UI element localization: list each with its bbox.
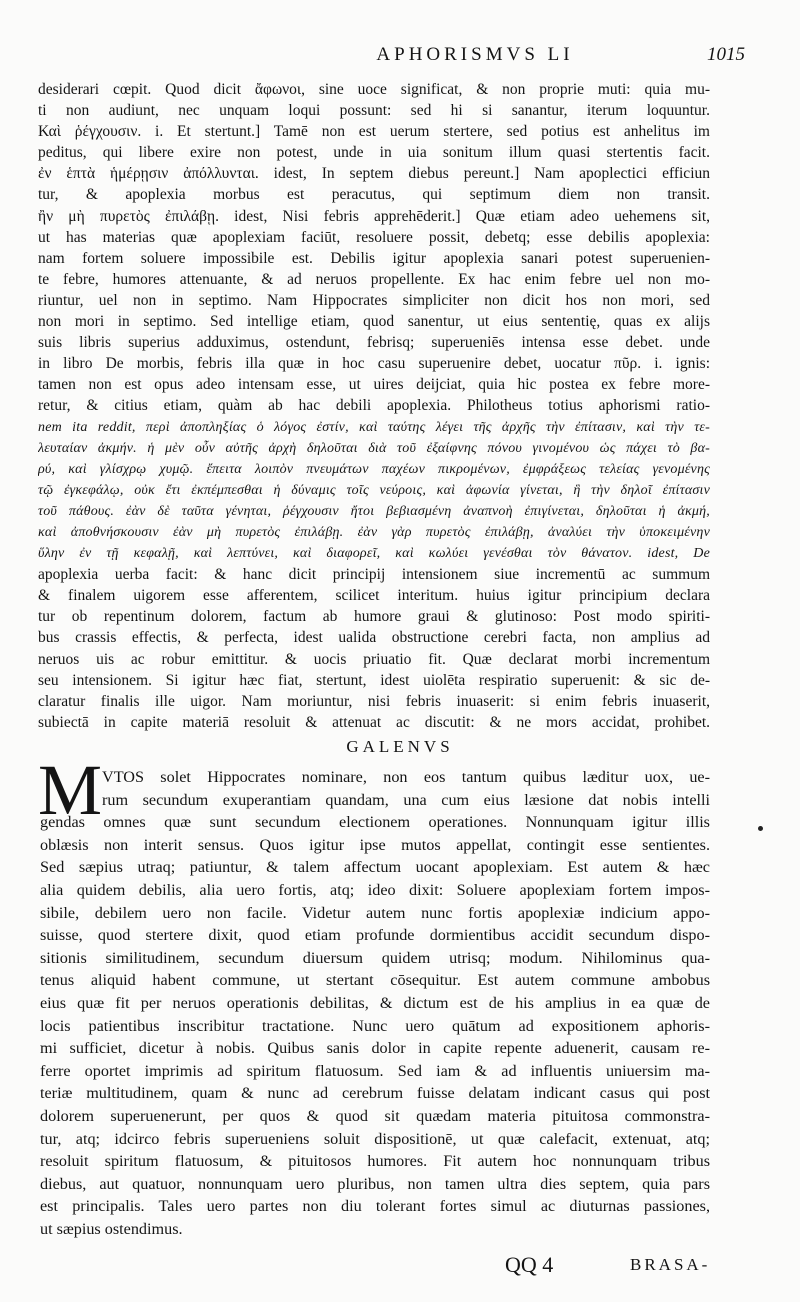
greek-line: τοῦ πάθους. ἐὰν δὲ ταῦτα γένηται, ῥέγχουσιν ἤτοι βεβιασμένη ἀναπνοὴ ἐπιγίνεται, δηλοῦται ἡ ἀκμή, (38, 503, 710, 519)
text-line: mi sufficiet, dicetur à nobis. Quibus sanis dolor in capite repente aduenerit, causam re- (40, 1039, 710, 1058)
text-line: in libro De morbis, febris illa quæ in hoc casu superuenire debet, uocatur πῦρ. i. ignis: (38, 355, 710, 373)
text-line: apoplexia uerba facit: & hanc dicit principij intensionem siue incrementū ac summum (38, 566, 710, 584)
text-line: bus crassis effectis, & perfecta, idest ualida obstructione cerebri facta, non amplius ad (38, 629, 710, 647)
text-line: sitionis similitudinem, secundum diuersum quidem utrisq; modum. Nihilominus qua- (40, 948, 710, 967)
page-header (0, 44, 800, 68)
text-line: seu intensionem. Si igitur hæc fiat, stertunt, idest uiolēta respiratio superuenit: & sic de- (38, 671, 710, 689)
text-line: te febre, humores attenuante, & ad neruos propellente. Ex hac enim febre uel non mo- (38, 270, 710, 288)
text-line: ἐν ἑπτὰ ἡμέρῃσιν ἀπόλλυνται. idest, In septem diebus pereunt.] Nam apoplectici efficiun (38, 165, 710, 183)
text-line: dolorem superuenerunt, per quos & quod sit quædam materia pituitosa commonstra- (40, 1106, 710, 1125)
greek-line: λευταίαν ἀκμήν. ἡ μὲν οὖν αὐτῆς ἀρχὴ δηλοῦται διὰ τοῦ ἐξαίφνης πόνου γινομένου ὡς πάχει τὸ βα- (38, 440, 710, 456)
text-line: ut sæpius ostendimus. (40, 1219, 183, 1238)
text-line: Καὶ ῥέγχουσιν. i. Et stertunt.] Tamē non est uerum stertere, sed potius est anhelitus im (38, 123, 710, 141)
text-line: sibile, debilem uero non facile. Videtur autem nunc fortis apoplexiæ indicium appo- (40, 903, 710, 922)
text-line: est principalis. Tales uero partes non diu tolerant fortes simul ac diuturnas passiones, (40, 1197, 710, 1216)
text-line: nam fortem soluere impossibile est. Debilis igitur apoplexia sanari potest superuenien- (38, 249, 710, 267)
greek-line: τῷ ἐγκεφάλῳ, οὐκ ἔτι ἐκπέμπεσθαι ἡ δύναμις τοῖς νεύροις, καὶ ἀφωνία γίνεται, ἣ τὴν δηλοῖ ἐπίτασιν (38, 482, 710, 498)
text-line: alia quidem debilis, alia uero fortis, atq; ideo dixit: Soluere apoplexiam fortem impos- (40, 880, 710, 899)
page-number: 1015 (707, 44, 745, 65)
text-line: neruos uis ac robur emittitur. & uocis priuatio fit. Quæ declarat morbi incrementum (38, 650, 710, 668)
signature-mark: QQ 4 (505, 1252, 554, 1277)
text-line: ferre oportet imprimis ad spiritum flatuosum. Sed iam & ad influentis uniuersim ma- (40, 1061, 710, 1080)
text-line: teriæ multitudinem, quam & nunc ad cerebrum fuisse delatam indicant casus qui post (40, 1084, 710, 1103)
drop-cap: M (38, 750, 103, 830)
greek-line: nem ita reddit, περὶ ἀποπληξίας ὁ λόγος ἐστίν, καὶ ταύτης λέγει τῆς ἀρχῆς τὴν ἐπίτασιν, καὶ τὴν τε- (38, 419, 710, 435)
text-line: tur, atq; idcirco febris superueniens soluit dispositionē, ut quæ calefacit, extenuat, atq; (40, 1129, 710, 1148)
running-title: APHORISMVS LI (376, 44, 574, 65)
text-line: retur, & citius etiam, quàm ab hac debili apoplexia. Philotheus totius aphorismi ratio- (38, 397, 710, 415)
text-line: ti non audiunt, nec unquam loqui possunt: sed hi si sanantur, iterum loquuntur. (38, 102, 710, 120)
text-line: tur, & apoplexia morbus est peracutus, qui septimum diem non transit. (38, 186, 710, 204)
text-line: ut has materias quæ apoplexiam faciūt, resoluere possit, debetq; esse debilis apoplexia: (38, 228, 710, 246)
text-line: tur ob repentinum dolorem, factum ab humore graui & glutinoso: Post modo spiriti- (38, 608, 710, 626)
text-line: non mori in septimo. Sed intellige etiam, quod sanentur, ut eius sententię, quas ex alijs (38, 313, 710, 331)
text-line: riuntur, uel non in septimo. Nam Hippocrates simpliciter non dicit hos non mori, sed (38, 291, 710, 309)
galen-text (40, 766, 710, 1240)
text-line: & finalem uigorem esse afferentem, scilicet interitum. huius igitur principium declara (38, 587, 710, 605)
text-line: eius quæ fit per neruos operationis debilitas, & dictum est de his amplius in ea quæ de (40, 993, 710, 1012)
text-line: diebus, aut quatuor, nonnunquam uero pluribus, non tamen ultra dies septem, quia pars (40, 1174, 710, 1193)
text-line: resoluit spiritum flatuosum, & pituitosos humores. Fit autem hoc nonnunquam tribus (40, 1152, 710, 1171)
greek-line: ὕλην ἐν τῇ κεφαλῇ, καὶ λεπτύνει, καὶ διαφορεῖ, καὶ κωλύει γενέσθαι τὸν θάνατον. idest, De (38, 546, 710, 562)
text-line: gendas omnes quæ sunt secundum electionem operationes. Nonnunquam igitur illis (40, 813, 710, 832)
text-line: suisse, quod stertere dixit, quod etiam profunde dormientibus accidit secundum dispo- (40, 926, 710, 945)
text-line: oblæsis non interit sensus. Quos igitur ipse mutos appellat, contingit esse sentientes. (40, 835, 710, 854)
text-line: rum secundum exuperantiam quandam, una cum eius læsione dat nobis intelli (102, 790, 710, 809)
text-line: Sed sæpius utraq; patiuntur, & talem affectum uocant apoplexiam. Est autem & hæc (40, 858, 710, 877)
text-line: desiderari cœpit. Quod dicit ἄφωνοι, sine uoce significat, & non proprie muti: quia mu- (38, 81, 710, 98)
text-line: tenus aliquid habent commune, ut stertant cōsequitur. Est autem commune ambobus (40, 971, 710, 990)
text-line: peditus, qui libere exire non potest, unde in uia sonitum illum quasi stertentis facit. (38, 144, 710, 162)
section-heading: GALENVS (346, 737, 454, 756)
text-line: tamen non est opus adeo intensam esse, ut uires deijciat, quia hic postea ex febre more- (38, 376, 710, 394)
text-line: locis patientibus inscribitur tractatione. Nunc uero quātum ad expositionem aphoris- (40, 1016, 710, 1035)
text-line: suis libris superius adduximus, ostendunt, febrisq; superueniēs intensa esse debet. unde (38, 334, 710, 352)
page-footer (0, 1252, 800, 1278)
text-line: ἢν μὴ πυρετὸς ἐπιλάβῃ. idest, Nisi febris apprehēderit.] Quæ etiam adeo uehemens sit, (38, 207, 710, 225)
text-line: subiectā in capite materiā resoluit & attenuat ac discutit: & ne mors accidat, prohibet. (38, 713, 710, 731)
commentary-text (38, 79, 710, 733)
text-line: claratur finalis ille uigor. Nam moriuntur, nisi febris inuaserit: si enim febris inuaserit, (38, 692, 710, 710)
text-line: VTOS solet Hippocrates nominare, non eos tantum quibus læditur uox, ue- (102, 768, 710, 786)
greek-line: ρύ, καὶ γλίσχρῳ χυμῷ. ἔπειτα λοιπὸν πνευμάτων παχέων πικρομένων, ἐμφράξεως τελείας γενομένης (38, 461, 710, 477)
ink-spot (758, 826, 763, 831)
catchword: BRASA- (630, 1255, 711, 1274)
greek-line: καὶ ἀποθνήσκουσιν ἐὰν μὴ πυρετὸς ἐπιλάβῃ. ἐὰν γὰρ πυρετὸς ἐπιλάβῃ, ἀναλύει τὴν ὑποκειμένην (38, 524, 710, 540)
